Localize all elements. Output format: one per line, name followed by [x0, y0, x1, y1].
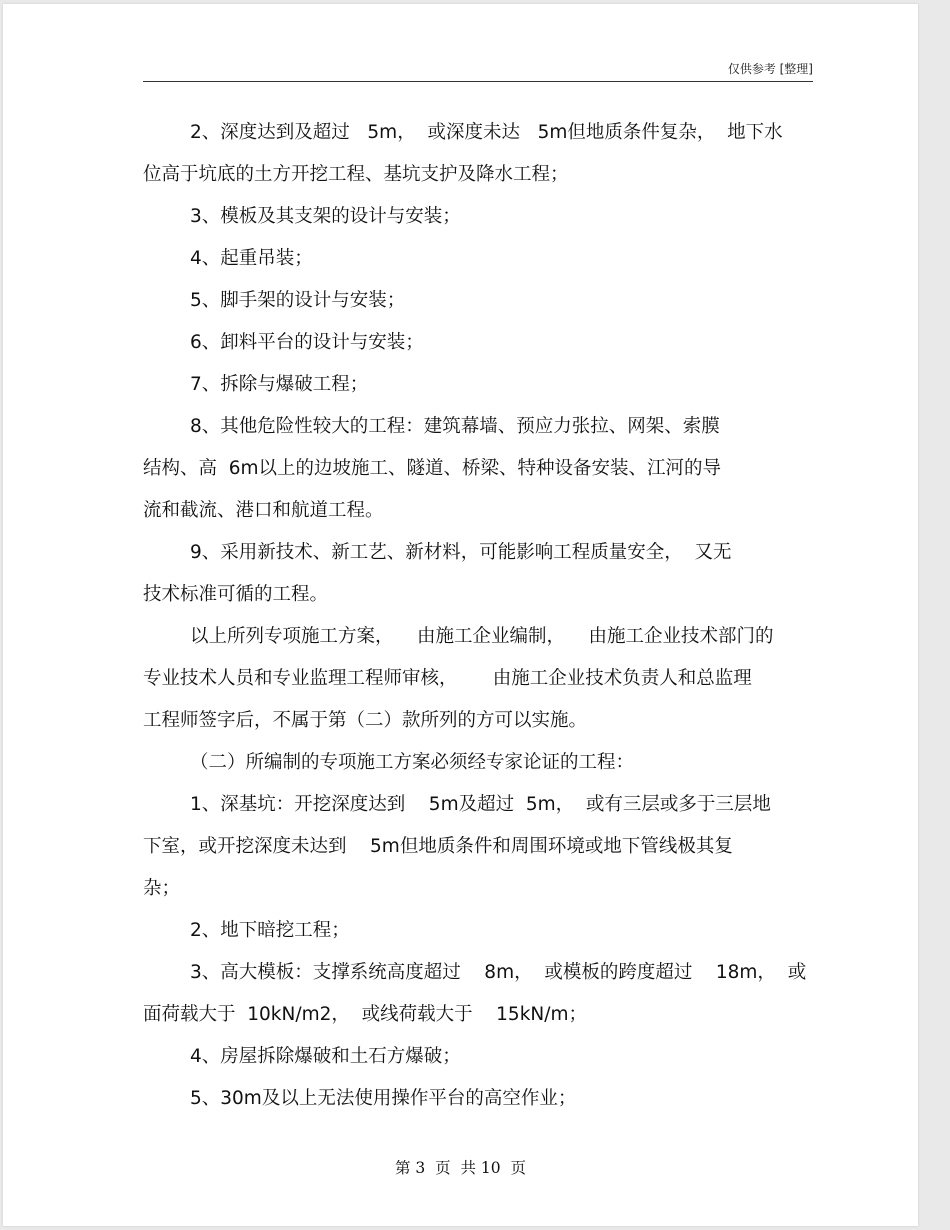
paragraph-line: 工程师签字后，不属于第（二）款所列的方可以实施。 — [143, 710, 588, 731]
document-page — [3, 4, 918, 1226]
paragraph-line: 3、模板及其支架的设计与安装； — [190, 206, 461, 227]
document-body — [143, 112, 813, 1120]
paragraph-line: 2、深度达到及超过 5m， 或深度未达 5m但地质条件复杂， 地下水 — [190, 122, 783, 143]
paragraph-line: 下室，或开挖深度未达到 5m但地质条件和周围环境或地下管线极其复 — [143, 836, 733, 857]
paragraph-line: 1、深基坑：开挖深度达到 5m及超过 5m， 或有三层或多于三层地 — [190, 794, 771, 815]
paragraph-line: 3、高大模板：支撑系统高度超过 8m， 或模板的跨度超过 18m， 或 — [190, 962, 807, 983]
paragraph-line: 2、地下暗挖工程； — [190, 920, 350, 941]
page-header: 仅供参考 [整理] — [727, 62, 813, 76]
paragraph-line: 4、房屋拆除爆破和土石方爆破； — [190, 1046, 461, 1067]
paragraph-line: 结构、高 6m以上的边坡施工、隧道、桥梁、特种设备安装、江河的导 — [143, 458, 722, 479]
paragraph-line: 4、起重吊装； — [190, 248, 313, 269]
header-divider — [143, 81, 813, 82]
paragraph-line: 7、拆除与爆破工程； — [190, 374, 369, 395]
paragraph-line: 面荷载大于 10kN/m2， 或线荷载大于 15kN/m； — [143, 1004, 588, 1025]
paragraph-line: 杂； — [143, 878, 181, 899]
paragraph-line: 9、采用新技术、新工艺、新材料，可能影响工程质量安全， 又无 — [190, 542, 732, 563]
paragraph-line: 以上所列专项施工方案， 由施工企业编制， 由施工企业技术部门的 — [190, 626, 774, 647]
paragraph-line: 流和截流、港口和航道工程。 — [143, 500, 384, 521]
page-footer: 第 3 页 共 10 页 — [394, 1159, 526, 1177]
paragraph-line: 位高于坑底的土方开挖工程、基坑支护及降水工程； — [143, 164, 569, 185]
paragraph-line: 6、卸料平台的设计与安装； — [190, 332, 424, 353]
paragraph-line: 5、30m及以上无法使用操作平台的高空作业； — [190, 1088, 577, 1109]
section-heading: （二）所编制的专项施工方案必须经专家论证的工程： — [190, 752, 635, 773]
paragraph-line: 5、脚手架的设计与安装； — [190, 290, 406, 311]
paragraph-line: 8、其他危险性较大的工程：建筑幕墙、预应力张拉、网架、索膜 — [190, 416, 720, 437]
paragraph-line: 技术标准可循的工程。 — [143, 584, 329, 605]
paragraph-line: 专业技术人员和专业监理工程师审核， 由施工企业技术负责人和总监理 — [143, 668, 752, 689]
